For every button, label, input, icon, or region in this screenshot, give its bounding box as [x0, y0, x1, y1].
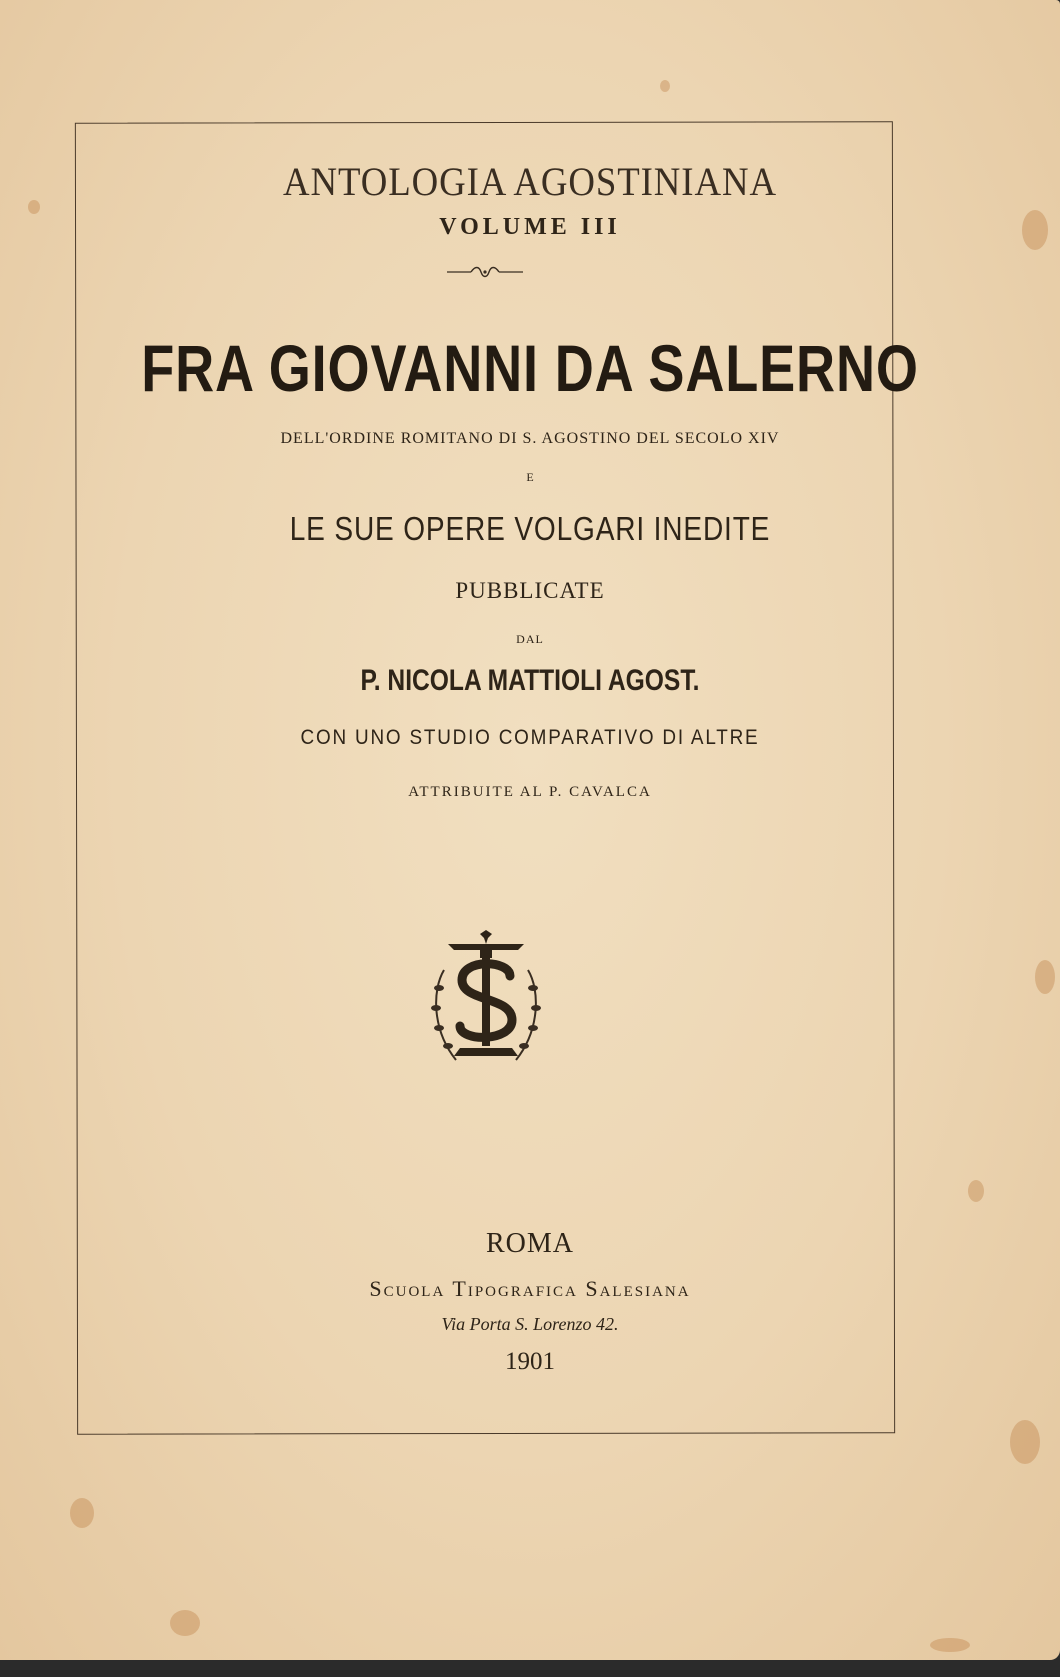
printer-address: Via Porta S. Lorenzo 42.: [441, 1314, 619, 1334]
salesian-monogram-emblem-icon: [426, 930, 546, 1066]
publication-year: 1901: [505, 1348, 555, 1375]
author-name: P. NICOLA MATTIOLI AGOST.: [360, 664, 700, 697]
works-title: LE SUE OPERE VOLGARI INEDITE: [289, 510, 771, 547]
by-label: DAL: [516, 632, 544, 646]
publication-city: ROMA: [485, 1228, 574, 1259]
conjunction: E: [526, 470, 534, 484]
subtitle: DELL'ORDINE ROMITANO DI S. AGOSTINO DEL SECOLO XIV: [280, 430, 780, 447]
stain: [70, 1498, 94, 1528]
attribution-line: ATTRIBUITE AL P. CAVALCA: [408, 784, 652, 800]
printer-name: Scuola Tipografica Salesiana: [369, 1276, 691, 1301]
volume-number: VOLUME III: [439, 214, 621, 240]
stain: [1010, 1420, 1040, 1464]
series-title: ANTOLOGIA AGOSTINIANA: [283, 159, 777, 204]
flourish-ornament-icon: [445, 262, 525, 282]
published-label: PUBBLICATE: [455, 578, 605, 603]
stain: [930, 1638, 970, 1652]
stain: [170, 1610, 200, 1636]
stain: [28, 200, 40, 214]
stain: [968, 1180, 984, 1202]
stain: [660, 80, 670, 92]
main-title: FRA GIOVANNI DA SALERNO: [141, 331, 919, 405]
stain: [1035, 960, 1055, 994]
study-line: CON UNO STUDIO COMPARATIVO DI ALTRE: [300, 726, 760, 749]
